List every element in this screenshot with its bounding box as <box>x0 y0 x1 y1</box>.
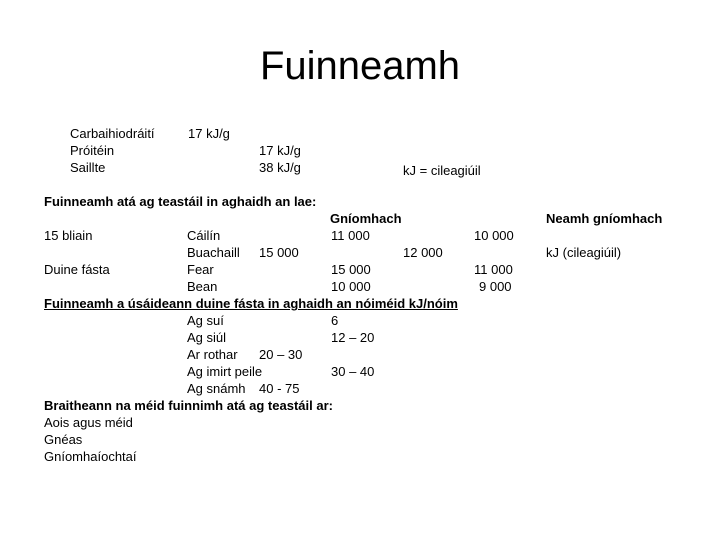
boy-inactive-value: 12 000 <box>403 245 443 260</box>
carb-label: Carbaihiodráití <box>70 126 155 141</box>
cycling-value: 20 – 30 <box>259 347 303 362</box>
protein-value: 17 kJ/g <box>259 143 301 158</box>
sitting-value: 6 <box>331 313 339 328</box>
age-15-label: 15 bliain <box>44 228 93 243</box>
football-value: 30 – 40 <box>331 364 375 379</box>
col-active-header: Gníomhach <box>330 211 402 226</box>
page-title: Fuinneamh <box>259 44 461 88</box>
factor-item: Gnéas <box>44 432 83 447</box>
sitting-label: Ag suí <box>187 313 224 328</box>
man-inactive-value: 11 000 <box>474 262 513 277</box>
unit-label: kJ (cileagiúil) <box>546 245 622 260</box>
fat-label: Saillte <box>70 160 106 175</box>
girl-inactive-value: 10 000 <box>474 228 514 243</box>
man-label: Fear <box>187 262 214 277</box>
fat-value: 38 kJ/g <box>259 160 301 175</box>
woman-active-value: 10 000 <box>331 279 371 294</box>
factor-item: Gníomhaíochtaí <box>44 449 137 464</box>
woman-label: Bean <box>187 279 218 294</box>
col-inactive-header: Neamh gníomhach <box>546 211 663 226</box>
boy-active-value: 15 000 <box>259 245 299 260</box>
man-active-value: 15 000 <box>331 262 371 277</box>
woman-inactive-value: 9 000 <box>479 279 512 294</box>
boy-label: Buachaill <box>187 245 240 260</box>
carb-value: 17 kJ/g <box>188 126 230 141</box>
daily-needs-heading: Fuinneamh atá ag teastáil in aghaidh an lae: <box>44 194 317 209</box>
swimming-label: Ag snámh <box>187 381 246 396</box>
unit-note: kJ = cileagiúil <box>403 163 481 178</box>
adult-label: Duine fásta <box>44 262 110 277</box>
girl-label: Cáilín <box>187 228 221 243</box>
football-label: Ag imirt peile <box>187 364 263 379</box>
walking-label: Ag siúl <box>187 330 227 345</box>
swimming-value: 40 - 75 <box>259 381 300 396</box>
girl-active-value: 11 000 <box>331 228 370 243</box>
activity-heading: Fuinneamh a úsáideann duine fásta in aghaidh an nóiméid kJ/nóim <box>44 296 458 311</box>
protein-label: Próitéin <box>70 143 115 158</box>
walking-value: 12 – 20 <box>331 330 375 345</box>
factor-item: Aois agus méid <box>44 415 133 430</box>
factors-heading: Braitheann na méid fuinnimh atá ag teastáil ar: <box>44 398 333 413</box>
cycling-label: Ar rothar <box>187 347 238 362</box>
